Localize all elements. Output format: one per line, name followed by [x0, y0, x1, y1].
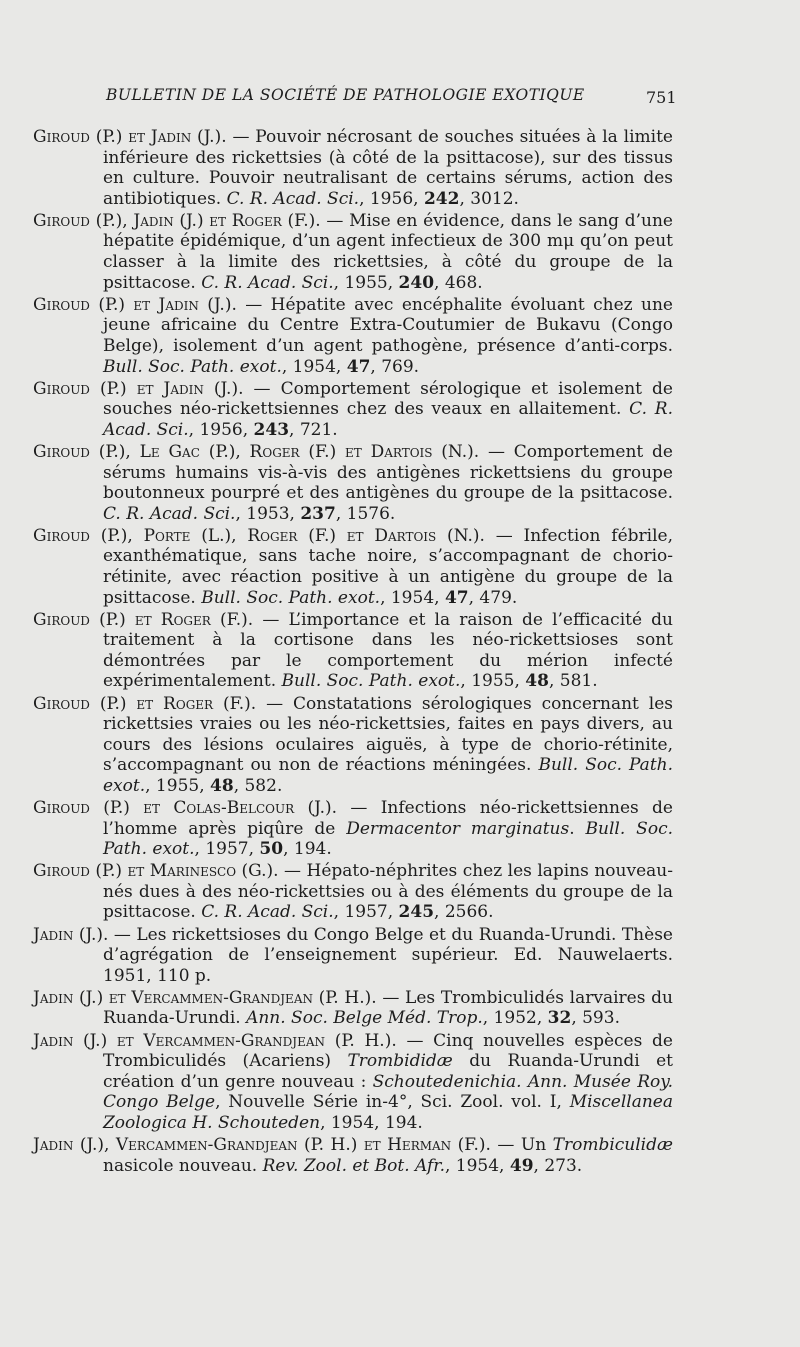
- reference-list: [33, 127, 673, 1178]
- ref-journal: Bull. Soc. Path. exot.: [103, 356, 282, 377]
- reference-entry: [33, 1031, 673, 1134]
- ref-pages: , 582.: [233, 775, 283, 796]
- ref-text-2: .: [569, 818, 586, 839]
- ref-authors: Giroud (P.) et Colas-Belcour (J.).: [33, 798, 338, 818]
- ref-pages: , 769.: [370, 356, 420, 377]
- ref-text: — L’importance et la raison de l’efficacité du traitement à la cortisone dans les néo-rickettsioses sont démontrées par le comportement du mérion infecté expérimentalement.: [103, 609, 673, 692]
- reference-entry: [33, 610, 673, 692]
- reference-entry: [33, 1135, 673, 1176]
- ref-text: — Comportement de sérums humains vis-à-vis des antigènes rickettsiens du groupe boutonneux pourpré et des antigènes du groupe de la psittacose.: [103, 441, 673, 504]
- ref-year: , 1955,: [333, 272, 399, 293]
- reference-entry: [33, 526, 673, 608]
- ref-year: , 1952,: [482, 1008, 548, 1029]
- ref-journal: C. R. Acad. Sci.: [201, 272, 334, 293]
- ref-pages: , 273.: [533, 1155, 583, 1176]
- ref-year: , 1956,: [359, 188, 424, 209]
- reference-entry: [33, 295, 673, 377]
- ref-pages: , 194.: [283, 839, 332, 860]
- ref-year: , 1957,: [194, 839, 260, 860]
- ref-journal: C. R. Acad. Sci.: [103, 399, 673, 440]
- ref-authors: Giroud (P.), Le Gac (P.), Roger (F.) et Dartois (N.).: [33, 441, 480, 462]
- ref-authors: Giroud (P.) et Roger (F.).: [33, 693, 257, 714]
- ref-authors: Giroud (P.) et Jadin (J.).: [33, 378, 244, 399]
- ref-journal: Bull. Soc. Path. exot.: [103, 755, 674, 796]
- ref-volume: 48: [210, 775, 234, 796]
- ref-authors: Giroud (P.) et Jadin (J.).: [33, 127, 227, 147]
- ref-year: , 1954,: [320, 1112, 385, 1133]
- ref-species: Dermacentor marginatus: [346, 818, 570, 839]
- ref-authors: Giroud (P.) et Jadin (J.).: [33, 294, 237, 315]
- ref-text: — Hépatite avec encéphalite évoluant chez une jeune africaine du Centre Extra-Coutumier de Bukavu (Congo Belge), isolement d’un agent pathogène, présence d’anti-corps.: [103, 294, 673, 356]
- reference-entry: [33, 925, 673, 987]
- ref-authors: Giroud (P.), Jadin (J.) et Roger (F.).: [33, 210, 321, 231]
- ref-volume: 245: [398, 902, 435, 923]
- reference-entry: [33, 379, 673, 441]
- reference-entry: [33, 442, 673, 524]
- ref-authors: Giroud (P.) et Roger (F.).: [33, 609, 254, 630]
- ref-text: — Mise en évidence, dans le sang d’une hépatite épidémique, d’un agent infectieux de 300 mμ qu’on peut classer à la limite des rickettsies, à côté du groupe de la psittacose.: [103, 210, 673, 293]
- ref-year: , 1955,: [460, 671, 526, 692]
- ref-text: — Infection fébrile, exanthématique, sans tache noire, s’accompagnant de chorio-rétinite, avec réaction positive à un antigène du groupe de la psittacose.: [103, 525, 673, 608]
- ref-text: — Cinq nouvelles espèces de Trombiculidés (Acariens): [103, 1030, 673, 1072]
- reference-entry: [33, 211, 673, 293]
- ref-journal: Ann. Soc. Belge Méd. Trop.: [246, 1008, 483, 1029]
- ref-year: , 1953,: [235, 503, 301, 524]
- ref-year: , 1954,: [444, 1155, 510, 1176]
- ref-volume: 47: [346, 356, 371, 377]
- ref-pages: , 1576.: [335, 503, 396, 524]
- reference-entry: [33, 861, 673, 923]
- ref-text-3: , Nouvelle Série in-4°, Sci. Zool. vol. I,: [215, 1092, 570, 1113]
- ref-journal: C. R. Acad. Sci.: [103, 503, 236, 524]
- ref-pages: , 3012.: [459, 188, 519, 209]
- ref-volume: 47: [444, 587, 469, 608]
- ref-authors: Jadin (J.).: [33, 924, 109, 945]
- ref-text: — Les Trombiculidés larvaires du Ruanda-Urundi.: [103, 987, 673, 1029]
- ref-authors: Jadin (J.) et Vercammen-Grandjean (P. H.).: [33, 987, 377, 1008]
- ref-authors: Giroud (P.), Porte (L.), Roger (F.) et Dartois (N.).: [33, 525, 485, 546]
- ref-journal: C. R. Acad. Sci.: [226, 188, 360, 209]
- ref-text: — Comportement sérologique et isolement de souches néo-rickettsiennes chez des veaux en allaitement.: [103, 378, 673, 420]
- ref-volume: 240: [398, 272, 435, 293]
- ref-pages: , 468.: [434, 272, 483, 293]
- ref-volume: 50: [259, 839, 284, 860]
- reference-entry: [33, 988, 673, 1029]
- ref-species: Trombiculidæ: [552, 1135, 673, 1155]
- ref-pages: 194.: [384, 1112, 423, 1133]
- ref-authors: Jadin (J.), Vercammen-Grandjean (P. H.) et Herman (F.).: [33, 1135, 491, 1155]
- ref-pages: , 2566.: [434, 902, 494, 923]
- ref-journal: C. R. Acad. Sci.: [201, 902, 334, 923]
- ref-authors: Giroud (P.) et Marinesco (G.).: [33, 861, 279, 882]
- ref-year: , 1955,: [145, 775, 211, 796]
- ref-journal: Bull. Soc. Path. exot.: [103, 818, 673, 860]
- ref-text: — Infections néo-rickettsiennes de l’homme après piqûre de: [103, 798, 673, 839]
- ref-text: — Pouvoir nécrosant de souches situées à la limite inférieure des rickettsies (à côté de la psittacose), sur des tissus en culture. Pouvoir neutralisant de certains sérums, action des antibiotiques.: [103, 127, 673, 209]
- ref-volume: 237: [300, 503, 336, 524]
- reference-entry: [33, 694, 673, 797]
- ref-pages: , 721.: [289, 419, 338, 440]
- ref-text: — Un: [490, 1135, 553, 1155]
- ref-pages: , 581.: [548, 671, 598, 692]
- ref-authors: Jadin (J.) et Vercammen-Grandjean (P. H.).: [33, 1030, 397, 1051]
- ref-year: , 1954,: [281, 356, 347, 377]
- ref-journal: Schoutedenichia. Ann. Musée Roy. Congo Belge: [103, 1071, 673, 1113]
- ref-journal: Bull. Soc. Path. exot.: [281, 671, 461, 692]
- page-number: 751: [646, 88, 677, 107]
- ref-volume: 48: [525, 671, 549, 692]
- ref-text-2: du Ruanda-Urundi et création d’un genre nouveau :: [103, 1051, 674, 1092]
- ref-year: , 1956,: [188, 419, 254, 440]
- running-title: BULLETIN DE LA SOCIÉTÉ DE PATHOLOGIE EXOTIQUE: [106, 86, 585, 104]
- reference-entry: [33, 798, 673, 860]
- ref-species: Trombididæ: [347, 1051, 453, 1072]
- ref-year: , 1957,: [333, 902, 399, 923]
- ref-volume: 32: [547, 1008, 572, 1029]
- ref-text: — Constatations sérologiques concernant les rickettsies vraies ou les néo-rickettsies, faites en pays divers, au cours des lésions oculaires aiguës, à type de chorio-rétinite, s’accompagnant ou non de réactions méningées.: [103, 693, 673, 776]
- ref-pages: , 479.: [468, 587, 518, 608]
- ref-text: — Les rickettsioses du Congo Belge et du Ruanda-Urundi. Thèse d’agrégation de l’enseignement supérieur. Ed. Nauwelaerts. 1951, 110 p.: [103, 924, 673, 986]
- ref-text: — Hépato-néphrites chez les lapins nouveau-nés dues à des néo-rickettsies ou à des éléments du groupe de la psittacose.: [103, 861, 673, 923]
- ref-journal: Rev. Zool. et Bot. Afr.: [262, 1155, 445, 1176]
- ref-text-2: nasicole nouveau.: [103, 1155, 263, 1176]
- ref-volume: 49: [509, 1155, 534, 1176]
- reference-entry: [33, 127, 673, 209]
- ref-journal: Bull. Soc. Path. exot.: [201, 587, 381, 608]
- ref-volume: 242: [423, 188, 460, 209]
- ref-journal-2: Miscellanea Zoologica H. Schouteden: [103, 1092, 673, 1133]
- ref-year: , 1954,: [380, 587, 445, 608]
- ref-pages: , 593.: [571, 1008, 620, 1029]
- ref-volume: 243: [253, 419, 290, 440]
